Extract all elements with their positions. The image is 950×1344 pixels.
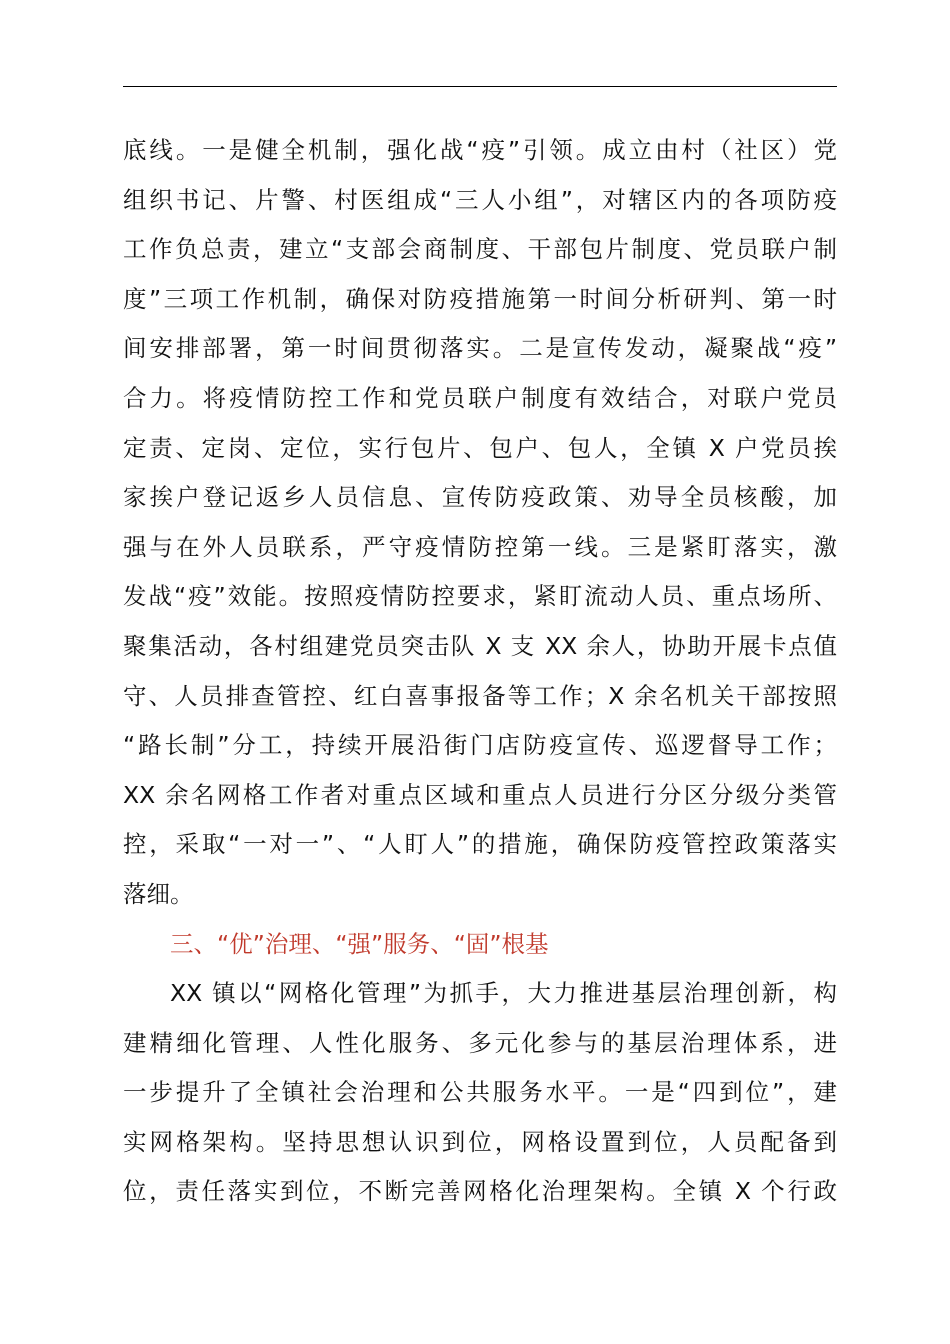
text-line: 聚集活动，各村组建党员突击队 X 支 XX 余人，协助开展卡点值 xyxy=(123,631,837,660)
text-line: 合力。将疫情防控工作和党员联户制度有效结合，对联户党员 xyxy=(123,383,837,412)
text-line: 发战“疫”效能。按照疫情防控要求，紧盯流动人员、重点场所、 xyxy=(123,582,837,611)
section-heading: 三、“优”治理、“强”服务、“固”根基 xyxy=(170,929,549,958)
text-line: 位，责任落实到位，不断完善网格化治理架构。全镇 X 个行政 xyxy=(123,1177,837,1206)
text-line: 强与在外人员联系，严守疫情防控第一线。三是紧盯落实，激 xyxy=(123,532,837,561)
text-line: 守、人员排查管控、红白喜事报备等工作；X 余名机关干部按照 xyxy=(123,681,837,710)
header-rule xyxy=(123,86,837,87)
text-line: XX 余名网格工作者对重点区域和重点人员进行分区分级分类管 xyxy=(123,780,837,809)
text-line: “路长制”分工，持续开展沿街门店防疫宣传、巡逻督导工作； xyxy=(123,731,837,760)
text-line: 控，采取“一对一”、“人盯人”的措施，确保防疫管控政策落实 xyxy=(123,830,837,859)
document-body xyxy=(123,126,837,1217)
text-line: 定责、定岗、定位，实行包片、包户、包人，全镇 X 户党员挨 xyxy=(123,433,837,462)
text-line: XX 镇以“网格化管理”为抓手，大力推进基层治理创新，构 xyxy=(170,979,837,1008)
text-line: 底线。一是健全机制，强化战“疫”引领。成立由村（社区）党 xyxy=(123,136,837,164)
text-line: 工作负总责，建立“支部会商制度、干部包片制度、党员联户制 xyxy=(123,235,837,264)
text-line: 组织书记、片警、村医组成“三人小组”，对辖区内的各项防疫 xyxy=(123,185,837,214)
text-line: 落细。 xyxy=(123,879,194,908)
text-line: 度”三项工作机制，确保对防疫措施第一时间分析研判、第一时 xyxy=(123,284,837,313)
text-line: 家挨户登记返乡人员信息、宣传防疫政策、劝导全员核酸，加 xyxy=(123,483,837,512)
text-line: 建精细化管理、人性化服务、多元化参与的基层治理体系，进 xyxy=(123,1028,837,1057)
text-line: 一步提升了全镇社会治理和公共服务水平。一是“四到位”，建 xyxy=(123,1078,837,1107)
text-line: 实网格架构。坚持思想认识到位，网格设置到位，人员配备到 xyxy=(123,1127,837,1156)
text-line: 间安排部署，第一时间贯彻落实。二是宣传发动，凝聚战“疫” xyxy=(123,334,837,363)
